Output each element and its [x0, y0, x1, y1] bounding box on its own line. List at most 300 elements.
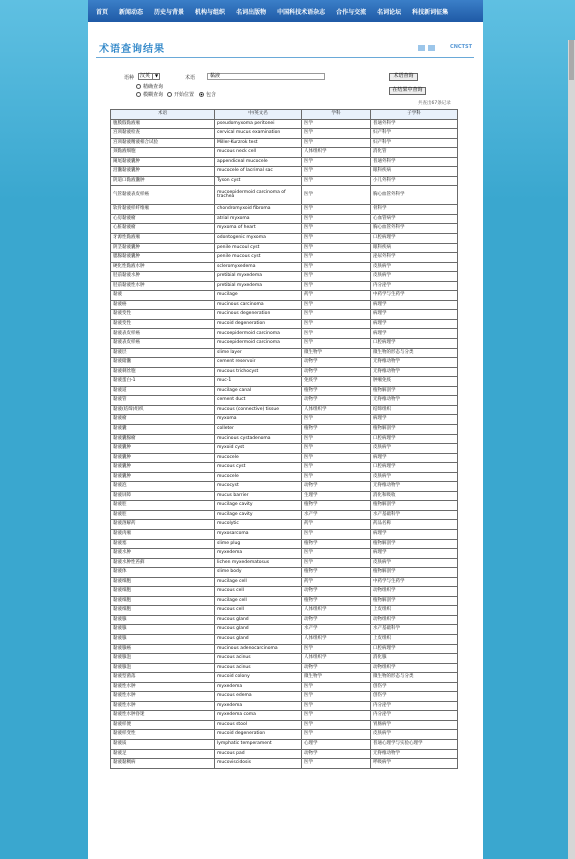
table-cell: mucinous degeneration	[215, 310, 302, 320]
table-cell: 动物组织学	[371, 587, 458, 597]
table-cell[interactable]: 黏液肉瘤	[111, 529, 215, 539]
column-header: 子学科	[371, 110, 458, 120]
table-cell[interactable]: 颈黏液细胞	[111, 148, 215, 158]
table-cell[interactable]: 黏液囊肿	[111, 453, 215, 463]
nav-item[interactable]: 中国科技术语杂志	[277, 8, 326, 16]
table-cell[interactable]: 心脏黏液瘤	[111, 224, 215, 234]
table-cell: Miller-Kurzrok test	[215, 138, 302, 148]
fuzzy-option[interactable]: 模糊查询	[136, 91, 163, 98]
table-row	[111, 692, 458, 702]
table-cell: 生理学	[302, 491, 371, 501]
nav-item[interactable]: 科技新词征集	[412, 8, 449, 16]
radio-selected-icon[interactable]	[199, 92, 204, 97]
table-cell: 创伤学	[371, 682, 458, 692]
table-cell: mucous neck cell	[215, 148, 302, 158]
table-cell[interactable]: 硬化性黏液水肿	[111, 262, 215, 272]
table-cell[interactable]: 黏液瘤	[111, 415, 215, 425]
lang-select[interactable]: 汉英	[138, 73, 160, 80]
results-table	[110, 109, 458, 769]
table-cell: slime layer	[215, 348, 302, 358]
table-cell: mucocele of lacrimal sac	[215, 167, 302, 177]
table-cell: 水产基础科学	[371, 510, 458, 520]
table-cell: 动物组织学	[371, 615, 458, 625]
table-cell: 医学	[302, 529, 371, 539]
table-row	[111, 472, 458, 482]
table-cell: 泌尿外科学	[371, 253, 458, 263]
table-cell[interactable]: 黏液腺	[111, 615, 215, 625]
table-cell[interactable]: 黏液足	[111, 749, 215, 759]
table-cell: mucocyst	[215, 482, 302, 492]
table-cell: 药学	[302, 577, 371, 587]
table-cell: 眼科疾病	[371, 243, 458, 253]
table-cell[interactable]: 腮腺黏液囊肿	[111, 253, 215, 263]
radio-icon[interactable]	[136, 84, 141, 89]
table-cell: 医学	[302, 730, 371, 740]
table-cell: 医学	[302, 272, 371, 282]
table-cell: mucilage	[215, 291, 302, 301]
table-cell[interactable]: 黏液管	[111, 396, 215, 406]
table-cell: 无脊椎动物学	[371, 367, 458, 377]
table-cell: 医学	[302, 472, 371, 482]
table-cell: mucous acinus	[215, 663, 302, 673]
table-cell[interactable]: 黏液腺泡	[111, 663, 215, 673]
table-cell: 动物学	[302, 358, 371, 368]
table-cell: 消化和吸收	[371, 491, 458, 501]
table-cell: 植物学	[302, 539, 371, 549]
column-header: 中/英文名	[215, 110, 302, 120]
table-cell[interactable]: 黏液囊腺瘤	[111, 434, 215, 444]
table-cell: 医学	[302, 205, 371, 215]
table-cell[interactable]: 黏液样变性	[111, 730, 215, 740]
table-cell: mucous gland	[215, 625, 302, 635]
table-cell: 妇产科学	[371, 129, 458, 139]
nav-item[interactable]: 名词论坛	[377, 8, 402, 16]
table-cell: 医学	[302, 129, 371, 139]
table-cell: 水产学	[302, 625, 371, 635]
table-cell: 无脊椎动物学	[371, 358, 458, 368]
table-cell[interactable]: 气管黏液表皮样癌	[111, 186, 215, 205]
table-cell: mucous pad	[215, 749, 302, 759]
table-cell[interactable]: 黏液性水肿	[111, 701, 215, 711]
table-cell[interactable]: 黏液细胞	[111, 596, 215, 606]
page-title: 术语查询结果	[99, 44, 165, 55]
table-cell: myxedema coma	[215, 711, 302, 721]
table-row	[111, 463, 458, 473]
table-cell: mucinous adenocarcinoma	[215, 644, 302, 654]
table-cell: 皮肤病学	[371, 444, 458, 454]
table-cell: 动物学	[302, 663, 371, 673]
table-cell[interactable]: 黏液道	[111, 386, 215, 396]
table-cell: cervical mucus examination	[215, 129, 302, 139]
table-cell[interactable]: 黏液腺泡	[111, 654, 215, 664]
table-row	[111, 205, 458, 215]
table-cell[interactable]: 黏液溶解药	[111, 520, 215, 530]
table-cell: mucilage cavity	[215, 510, 302, 520]
table-cell: 消化管	[371, 148, 458, 158]
table-row	[111, 129, 458, 139]
table-cell: odontogenic myxoma	[215, 234, 302, 244]
table-cell[interactable]: 腹膜假黏液瘤	[111, 119, 215, 129]
table-cell[interactable]: 黏液变性	[111, 310, 215, 320]
table-cell: pretibial myxedema	[215, 272, 302, 282]
table-cell: 药学	[302, 291, 371, 301]
table-cell: 病理学	[371, 319, 458, 329]
table-cell[interactable]: 黏液水肿	[111, 549, 215, 559]
table-cell: 普通外科学	[371, 119, 458, 129]
table-row	[111, 634, 458, 644]
chevron-down-icon[interactable]: ▼	[152, 73, 160, 80]
table-cell[interactable]: 阴道口黏液囊肿	[111, 176, 215, 186]
table-cell: colleter	[215, 424, 302, 434]
table-cell: mucilage cell	[215, 596, 302, 606]
table-row	[111, 549, 458, 559]
table-row	[111, 529, 458, 539]
table-row	[111, 386, 458, 396]
table-row	[111, 300, 458, 310]
table-cell: 植物学	[302, 424, 371, 434]
table-cell: mucous cell	[215, 606, 302, 616]
table-cell[interactable]: 泪囊黏液囊肿	[111, 167, 215, 177]
table-row	[111, 348, 458, 358]
search-input[interactable]: 黏液	[207, 73, 325, 80]
table-cell: 皮肤病学	[371, 262, 458, 272]
table-cell: 小儿外科学	[371, 176, 458, 186]
table-cell: 水产基础科学	[371, 625, 458, 635]
table-cell: 动物学	[302, 396, 371, 406]
table-cell: 人体组织学	[302, 606, 371, 616]
table-cell[interactable]: 黏液变性	[111, 319, 215, 329]
contains-option[interactable]: 包含	[199, 91, 216, 98]
table-cell: mucoepidermoid carcinoma	[215, 329, 302, 339]
table-cell: mucoid degeneration	[215, 730, 302, 740]
table-cell: penile mucoul cyst	[215, 243, 302, 253]
table-row	[111, 138, 458, 148]
scrollbar[interactable]	[568, 40, 575, 859]
table-cell[interactable]: 黏液蛋白-1	[111, 377, 215, 387]
table-cell: mucous edema	[215, 692, 302, 702]
table-row	[111, 243, 458, 253]
table-cell: myxedema	[215, 682, 302, 692]
table-row	[111, 119, 458, 129]
table-cell[interactable]: 黏液腺	[111, 634, 215, 644]
table-row	[111, 673, 458, 683]
table-cell: 人体组织学	[302, 148, 371, 158]
table-row	[111, 434, 458, 444]
table-cell: 植物解剖学	[371, 386, 458, 396]
table-cell[interactable]: 牙源性黏液瘤	[111, 234, 215, 244]
table-cell[interactable]: 阴茎黏液囊肿	[111, 243, 215, 253]
table-cell: lymphatic temperament	[215, 740, 302, 750]
table-cell: mucous stool	[215, 720, 302, 730]
table-cell: myxoma	[215, 415, 302, 425]
table-cell[interactable]: 黏液细胞	[111, 606, 215, 616]
table-cell[interactable]: 黏液表皮样癌	[111, 329, 215, 339]
table-cell: pretibial myxedema	[215, 281, 302, 291]
table-cell: 病理学	[371, 415, 458, 425]
table-cell: 医学	[302, 186, 371, 205]
table-cell: 水产学	[302, 510, 371, 520]
table-cell[interactable]: 黏液水肿性苔藓	[111, 558, 215, 568]
table-cell: 免疫学	[302, 377, 371, 387]
table-cell: 植物学	[302, 568, 371, 578]
table-cell: 微生物学	[302, 673, 371, 683]
table-cell[interactable]: 黏液(结缔)组织	[111, 405, 215, 415]
table-row	[111, 214, 458, 224]
search-button[interactable]: 术语查询	[389, 73, 418, 81]
table-cell: 病理学	[371, 310, 458, 320]
table-row	[111, 310, 458, 320]
nav-item[interactable]: 机构与组织	[195, 8, 226, 16]
table-cell: 植物解剖学	[371, 424, 458, 434]
table-cell[interactable]: 黏液储囊	[111, 358, 215, 368]
table-cell: lichen myxedematosus	[215, 558, 302, 568]
table-cell[interactable]: 黏液刺丝胞	[111, 367, 215, 377]
table-cell[interactable]: 黏液质	[111, 740, 215, 750]
table-cell: 医学	[302, 176, 371, 186]
table-cell[interactable]: 黏液腔	[111, 501, 215, 511]
nav-item[interactable]: 名词出版物	[236, 8, 267, 16]
table-cell: 医学	[302, 463, 371, 473]
table-row	[111, 272, 458, 282]
table-row	[111, 577, 458, 587]
table-cell: 病理学	[371, 453, 458, 463]
table-cell: mucinous cystadenoma	[215, 434, 302, 444]
table-cell: 心理学	[302, 740, 371, 750]
table-cell[interactable]: 黏液囊	[111, 424, 215, 434]
table-row	[111, 654, 458, 664]
table-cell: 医学	[302, 720, 371, 730]
table-row	[111, 453, 458, 463]
table-cell[interactable]: 黏液囊肿	[111, 463, 215, 473]
table-cell: 肿瘤免疫	[371, 377, 458, 387]
table-cell[interactable]: 黏液	[111, 291, 215, 301]
table-cell: myxedema	[215, 549, 302, 559]
table-cell: myxedema	[215, 701, 302, 711]
table-cell[interactable]: 黏液泡	[111, 482, 215, 492]
exact-option[interactable]: 精确查询	[136, 83, 163, 90]
table-cell: 妇产科学	[371, 138, 458, 148]
table-cell[interactable]: 宫颈黏液检查	[111, 129, 215, 139]
table-row	[111, 444, 458, 454]
table-cell: 皮肤病学	[371, 472, 458, 482]
table-cell: 微生物的形态与分类	[371, 348, 458, 358]
table-cell[interactable]: 黏液层	[111, 348, 215, 358]
table-row	[111, 329, 458, 339]
table-row	[111, 644, 458, 654]
table-cell: 植物学	[302, 386, 371, 396]
table-cell: 医学	[302, 167, 371, 177]
table-row	[111, 740, 458, 750]
table-cell: 普通心理学与实验心理学	[371, 740, 458, 750]
table-cell: 医学	[302, 157, 371, 167]
table-cell: 皮肤病学	[371, 730, 458, 740]
table-cell: chondromyxoid fibroma	[215, 205, 302, 215]
table-cell[interactable]: 宫颈黏液精液相合试验	[111, 138, 215, 148]
table-cell: 医学	[302, 339, 371, 349]
table-cell: 无脊椎动物学	[371, 749, 458, 759]
table-cell: 无脊椎动物学	[371, 396, 458, 406]
table-row	[111, 405, 458, 415]
table-cell: appendiceal mucocele	[215, 157, 302, 167]
table-cell[interactable]: 黏液性水肿	[111, 682, 215, 692]
nav-item[interactable]: 新闻动态	[119, 8, 144, 16]
table-cell: mucous (connective) tissue	[215, 405, 302, 415]
table-cell: 心血管病学	[371, 214, 458, 224]
nav-item[interactable]: 合作与交流	[336, 8, 367, 16]
table-row	[111, 319, 458, 329]
table-cell: 医学	[302, 281, 371, 291]
table-row	[111, 253, 458, 263]
table-cell[interactable]: 黏液性水肿昏迷	[111, 711, 215, 721]
table-cell: mucolytic	[215, 520, 302, 530]
table-cell: 动物学	[302, 615, 371, 625]
table-cell: slime plug	[215, 539, 302, 549]
scrollbar-thumb[interactable]	[569, 40, 574, 80]
table-cell: 口腔病理学	[371, 434, 458, 444]
table-row	[111, 186, 458, 205]
column-header: 学科	[302, 110, 371, 120]
table-row	[111, 682, 458, 692]
table-cell[interactable]: 心房黏液瘤	[111, 214, 215, 224]
table-cell[interactable]: 黏液表皮样癌	[111, 339, 215, 349]
table-cell: 结缔组织	[371, 405, 458, 415]
table-cell[interactable]: 黏液腔	[111, 510, 215, 520]
table-cell: myxosarcoma	[215, 529, 302, 539]
table-cell: 眼科疾病	[371, 167, 458, 177]
table-row	[111, 558, 458, 568]
table-cell[interactable]: 黏液体	[111, 568, 215, 578]
table-row	[111, 167, 458, 177]
table-cell: 医学	[302, 319, 371, 329]
table-cell: mucilage cavity	[215, 501, 302, 511]
nav-item[interactable]: 首页	[96, 8, 109, 16]
table-row	[111, 358, 458, 368]
table-cell: 医学	[302, 434, 371, 444]
table-row	[111, 730, 458, 740]
table-cell: Tyson cyst	[215, 176, 302, 186]
table-cell[interactable]: 黏液腺	[111, 625, 215, 635]
table-cell: cement reservoir	[215, 358, 302, 368]
table-cell[interactable]: 黏液细胞	[111, 587, 215, 597]
table-cell: penile mucous cyst	[215, 253, 302, 263]
table-cell: 人体组织学	[302, 405, 371, 415]
start-position-option[interactable]: 开始位置	[167, 91, 194, 98]
table-cell: mucous trichocyst	[215, 367, 302, 377]
table-cell: 内分泌学	[371, 711, 458, 721]
table-cell: 口腔病理学	[371, 644, 458, 654]
table-cell: 医学	[302, 701, 371, 711]
table-cell[interactable]: 黏液细胞	[111, 577, 215, 587]
table-cell: 上皮组织	[371, 634, 458, 644]
table-cell: 医学	[302, 682, 371, 692]
table-cell: 病理学	[371, 529, 458, 539]
table-row	[111, 720, 458, 730]
table-cell[interactable]: 软骨黏液样纤维瘤	[111, 205, 215, 215]
table-cell: 呼吸病学	[371, 759, 458, 769]
table-cell: 医学	[302, 644, 371, 654]
table-cell[interactable]: 胫前黏液性水肿	[111, 281, 215, 291]
table-cell: 医学	[302, 224, 371, 234]
table-row	[111, 625, 458, 635]
table-cell: 医学	[302, 415, 371, 425]
result-count: 共查出67条记录	[418, 101, 451, 106]
table-cell: 口腔病理学	[371, 234, 458, 244]
table-cell: 病理学	[371, 329, 458, 339]
table-cell: 植物学	[302, 596, 371, 606]
table-row	[111, 663, 458, 673]
table-row	[111, 377, 458, 387]
brand-label: CNCTST	[450, 44, 472, 50]
table-cell: 皮肤病学	[371, 558, 458, 568]
table-cell: slime body	[215, 568, 302, 578]
table-cell: 医学	[302, 300, 371, 310]
table-cell[interactable]: 黏液性水肿	[111, 692, 215, 702]
table-cell: scleromyxedema	[215, 262, 302, 272]
table-cell: 植物学	[302, 501, 371, 511]
table-cell: 上皮组织	[371, 606, 458, 616]
table-cell: 医学	[302, 711, 371, 721]
table-cell: mucous cyst	[215, 463, 302, 473]
table-cell: 医学	[302, 692, 371, 702]
refine-search-button[interactable]: 在结果中查询	[389, 87, 426, 95]
table-cell: 医学	[302, 262, 371, 272]
table-cell: 微生物的形态与分类	[371, 673, 458, 683]
table-row	[111, 262, 458, 272]
table-row	[111, 415, 458, 425]
table-cell[interactable]: 黏液型菌落	[111, 673, 215, 683]
table-cell: mucoepidermoid carcinoma of trachea	[215, 186, 302, 205]
table-cell: 内分泌学	[371, 701, 458, 711]
table-cell[interactable]: 黏液黏稠病	[111, 759, 215, 769]
table-cell[interactable]: 黏液腺癌	[111, 644, 215, 654]
table-cell: 医学	[302, 444, 371, 454]
table-cell: mucilage canal	[215, 386, 302, 396]
table-row	[111, 176, 458, 186]
table-row	[111, 491, 458, 501]
table-cell: 动物学	[302, 749, 371, 759]
table-cell: myxoid cyst	[215, 444, 302, 454]
table-cell: 动物学	[302, 587, 371, 597]
table-cell: 医学	[302, 310, 371, 320]
table-cell: mucous gland	[215, 615, 302, 625]
table-cell: mucoid degeneration	[215, 319, 302, 329]
table-cell[interactable]: 阑尾黏液囊肿	[111, 157, 215, 167]
table-row	[111, 749, 458, 759]
table-cell[interactable]: 黏液囊肿	[111, 472, 215, 482]
nav-item[interactable]: 历史与背景	[154, 8, 185, 16]
table-cell: 病理学	[371, 549, 458, 559]
radio-icon[interactable]	[167, 92, 172, 97]
table-row	[111, 568, 458, 578]
table-row	[111, 396, 458, 406]
table-row	[111, 281, 458, 291]
table-cell[interactable]: 黏液屏障	[111, 491, 215, 501]
table-row	[111, 224, 458, 234]
table-cell[interactable]: 黏液塞	[111, 539, 215, 549]
radio-icon[interactable]	[136, 92, 141, 97]
table-cell[interactable]: 黏液样便	[111, 720, 215, 730]
table-cell: atrial myxoma	[215, 214, 302, 224]
table-cell: mucous cell	[215, 587, 302, 597]
table-cell[interactable]: 黏液囊肿	[111, 444, 215, 454]
table-row	[111, 606, 458, 616]
table-cell[interactable]: 黏液癌	[111, 300, 215, 310]
table-cell: 胸心血管外科学	[371, 224, 458, 234]
table-cell[interactable]: 胫前黏液水肿	[111, 272, 215, 282]
table-cell: muc-1	[215, 377, 302, 387]
table-cell: mucous acinus	[215, 654, 302, 664]
square-icon	[418, 45, 425, 51]
